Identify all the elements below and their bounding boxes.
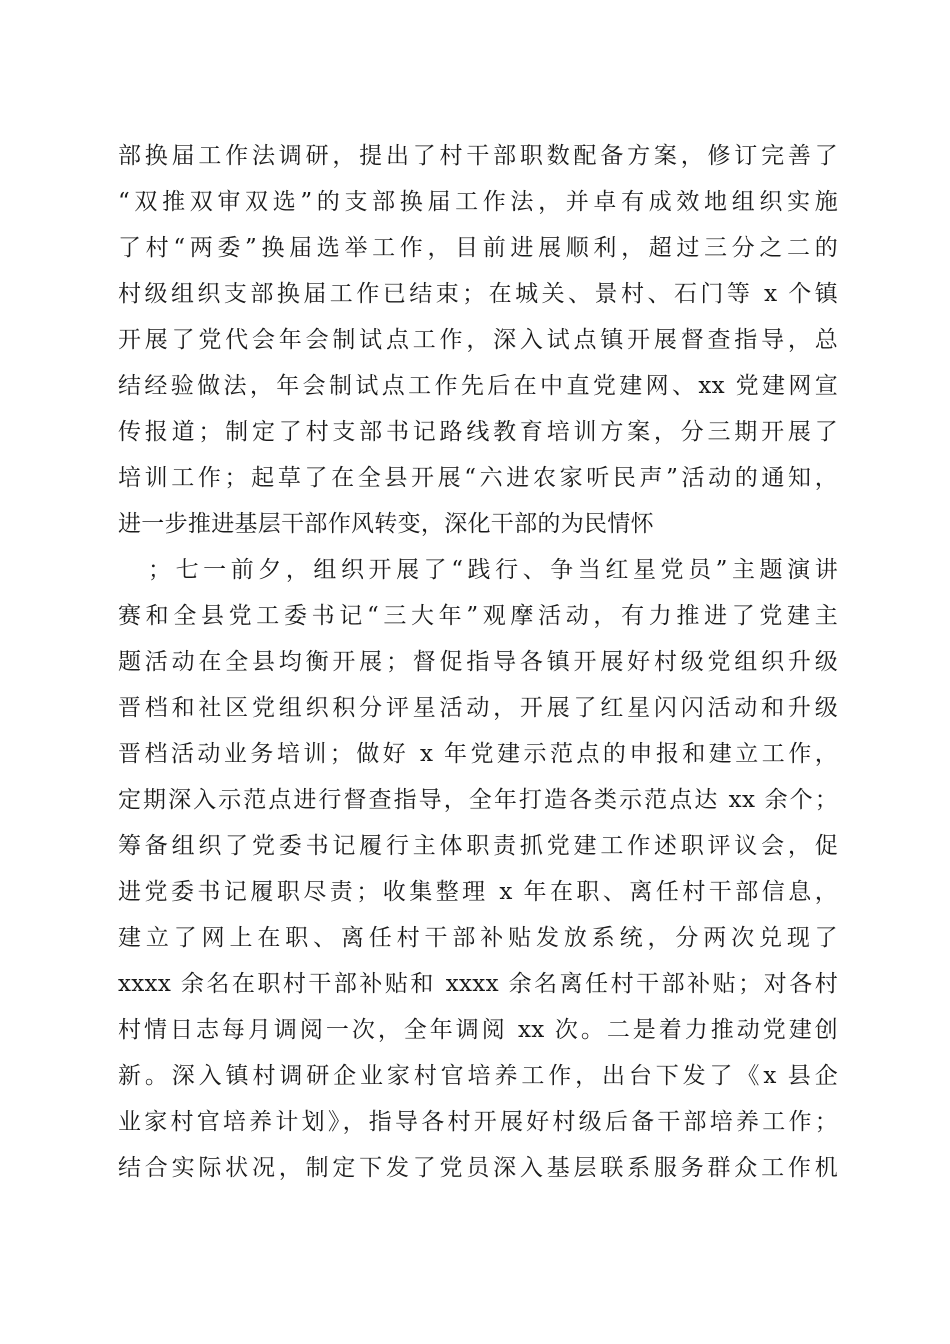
text-line: 进一步推进基层干部作风转变，深化干部的为民情怀 <box>118 511 654 537</box>
text-line: 开展了党代会年会制试点工作，深入试点镇开展督查指导，总 <box>118 327 838 353</box>
text-line: 了村“两委”换届选举工作，目前进展顺利，超过三分之二的 <box>118 235 838 261</box>
body-text <box>118 133 838 1191</box>
text-line: 培训工作；起草了在全县开展“六进农家听民声”活动的通知， <box>118 465 838 491</box>
text-line: xxxx 余名在职村干部补贴和 xxxx 余名离任村干部补贴；对各村 <box>118 971 838 997</box>
text-line: 晋档活动业务培训；做好 x 年党建示范点的申报和建立工作， <box>118 741 838 767</box>
text-line: 业家村官培养计划》，指导各村开展好村级后备干部培养工作； <box>118 1109 838 1135</box>
text-line: 赛和全县党工委书记“三大年”观摩活动，有力推进了党建主 <box>118 603 838 629</box>
text-line: 部换届工作法调研，提出了村干部职数配备方案，修订完善了 <box>118 143 838 169</box>
text-line: 定期深入示范点进行督查指导，全年打造各类示范点达 xx 余个； <box>118 787 838 813</box>
text-line: 新。深入镇村调研企业家村官培养工作，出台下发了《x 县企 <box>118 1063 838 1089</box>
text-line: 筹备组织了党委书记履行主体职责抓党建工作述职评议会，促 <box>118 833 838 859</box>
text-line: ；七一前夕，组织开展了“践行、争当红星党员”主题演讲 <box>148 557 838 583</box>
text-line: 晋档和社区党组织积分评星活动，开展了红星闪闪活动和升级 <box>118 695 838 721</box>
text-line: 结经验做法，年会制试点工作先后在中直党建网、xx 党建网宣 <box>118 373 838 399</box>
text-line: 建立了网上在职、离任村干部补贴发放系统，分两次兑现了 <box>118 925 838 951</box>
text-line: 结合实际状况，制定下发了党员深入基层联系服务群众工作机 <box>118 1155 838 1181</box>
text-line: 题活动在全县均衡开展；督促指导各镇开展好村级党组织升级 <box>118 649 838 675</box>
text-line: 进党委书记履职尽责；收集整理 x 年在职、离任村干部信息， <box>118 879 838 905</box>
text-line: 村情日志每月调阅一次，全年调阅 xx 次。二是着力推动党建创 <box>118 1017 838 1043</box>
text-line: “双推双审双选”的支部换届工作法，并卓有成效地组织实施 <box>118 189 838 215</box>
text-line: 村级组织支部换届工作已结束；在城关、景村、石门等 x 个镇 <box>118 281 838 307</box>
text-line: 传报道；制定了村支部书记路线教育培训方案，分三期开展了 <box>118 419 838 445</box>
